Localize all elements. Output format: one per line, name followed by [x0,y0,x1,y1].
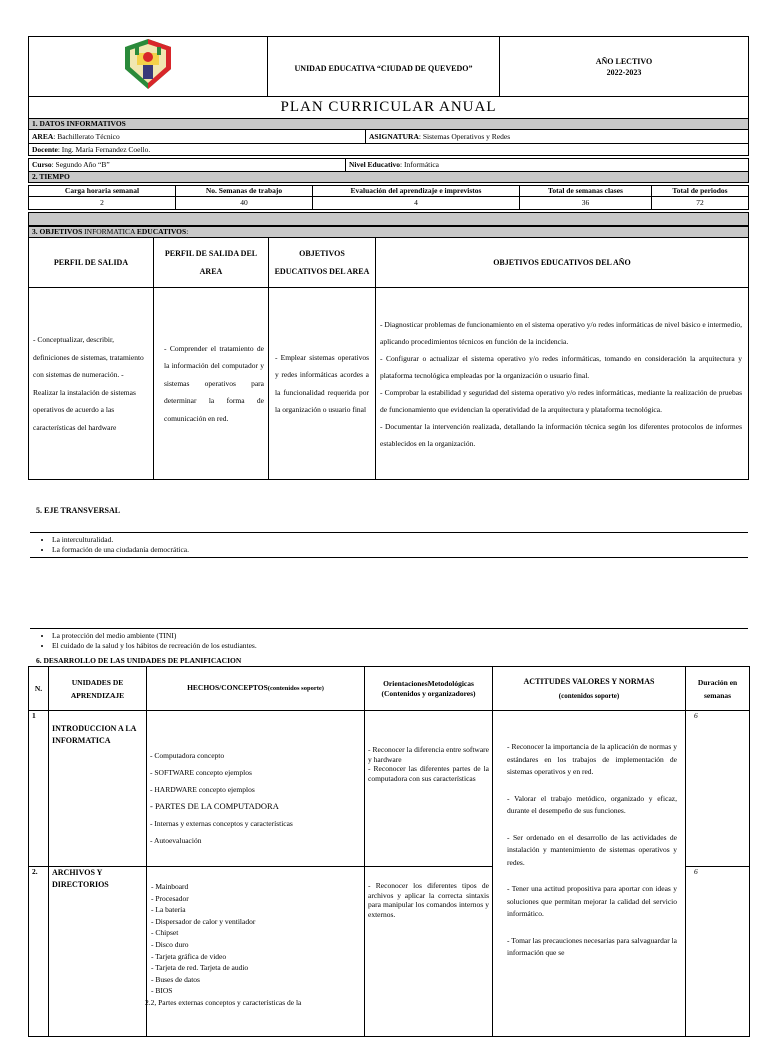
objetivos-ano-header: OBJETIVOS EDUCATIVOS DEL AÑO [376,238,749,288]
perfil-salida-text: - Conceptualizar, describir, definiciones de sistemas, tratamiento con sistemas de numeración. - Realizar la instalación de sistemas operativos de acuerdo a las características del hardware [29,288,154,480]
desarrollo-table [28,666,750,1037]
unit-duracion: 6 [686,711,750,867]
col-header-n: N. [29,667,49,711]
objetivos-table [28,226,749,480]
unit-hechos-cell [147,867,365,1037]
divider [30,532,748,533]
area-label: AREA [32,131,54,141]
objetivos-ano-cell [376,288,749,480]
year-value: 2022-2023 [606,67,642,77]
orient-item: - Reconocer las diferentes partes de la computadora con sus características [368,764,489,783]
hecho-item: - Dispersador de calor y ventilador [151,916,361,928]
asignatura-label: ASIGNATURA [369,131,419,141]
gray-spacer-bar [28,212,749,226]
tiempo-value: 36 [520,197,652,210]
unit-orient-cell [365,867,493,1037]
tiempo-header: No. Semanas de trabajo [176,186,313,197]
hecho-item: - Mainboard [151,881,361,893]
nivel-value: : Informática [400,160,439,169]
actitud-item: - Tomar las precauciones necesarias para salvaguardar la información que se [507,935,677,957]
school-year-cell [500,37,749,97]
hecho-item: - Disco duro [151,939,361,951]
area-cell [29,130,366,144]
hecho-item: - Internas y externas conceptos y características [150,815,361,832]
hecho-item: - BIOS [151,985,361,997]
actitudes-cell [493,711,686,1037]
hecho-item: - Tarjeta de red. Tarjeta de audio [151,962,361,974]
eje-item: • La interculturalidad. [52,535,752,545]
hecho-item: - Procesador [151,893,361,905]
orient-item: - Reconocer los diferentes tipos de archivos y aplicar la correcta sintaxis para manipular los comandos internos y externos. [368,881,489,919]
actitud-item: - Tener una actitud propositiva para aportar con ideas y soluciones que permitan mejorar la calidad del servicio informático. [507,884,677,918]
unit-orient-cell [365,711,493,867]
tiempo-header: Evaluación del aprendizaje e imprevistos [313,186,520,197]
school-name: UNIDAD EDUCATIVA “CIUDAD DE QUEVEDO” [268,37,500,97]
col-header-duracion: Duración en semanas [686,667,750,711]
eje-item: • La protección del medio ambiente (TINI) [52,631,752,641]
perfil-area-header: PERFIL DE SALIDA DEL AREA [154,238,269,288]
school-crest-icon [121,37,175,91]
area-value: : Bachillerato Técnico [53,131,120,141]
unit-hechos-cell [147,711,365,867]
hecho-item: - Computadora concepto [150,747,361,764]
unit-number: 1 [29,711,49,867]
datos-table [28,118,749,156]
docente-cell [29,144,749,156]
curso-table [28,158,749,183]
hecho-item: - PARTES DE LA COMPUTADORA [150,798,361,815]
col-header-orientaciones: OrientacionesMetodológicas (Contenidos y organizadores) [365,667,493,711]
curso-cell [29,159,346,172]
perfil-area-text: - Comprender el tratamiento de la información del computador y sistemas operativos para determinar la forma de comunicación en red. [154,288,269,480]
eje-item: • El cuidado de la salud y los hábitos de recreación de los estudiantes. [52,641,752,651]
eje-list-b [36,631,752,651]
objetivos-area-text: - Emplear sistemas operativos y redes informáticas acordes a la funcionalidad requerida por la organización o usuario final [269,288,376,480]
unit-name: INTRODUCCION A LA INFORMATICA [49,711,147,867]
eje-item: • La formación de una ciudadanía democrática. [52,545,752,555]
hecho-item: - SOFTWARE concepto ejemplos [150,764,361,781]
tiempo-value: 40 [176,197,313,210]
tiempo-value: 2 [29,197,176,210]
tiempo-header: Total de periodos [652,186,749,197]
hecho-item: - Tarjeta gráfica de video [151,951,361,963]
header-table [28,36,749,119]
unit-name: ARCHIVOS Y DIRECTORIOS [49,867,147,1037]
asignatura-cell [366,130,749,144]
unit-number: 2. [29,867,49,1037]
docente-value: : Ing. María Fernandez Coello. [57,144,151,154]
datos-title: 1. DATOS INFORMATIVOS [29,119,749,130]
objetivo-item: - Comprobar la estabilidad y seguridad del sistema operativo y/o redes informáticas, mediante la realización de pruebas de funcionamiento que evidencian la operatividad de la arquitectura y plataforma tecnológica. [380,384,742,418]
tiempo-title: 2. TIEMPO [29,172,749,183]
actitud-item: - Reconocer la importancia de la aplicación de normas y estándares en los trabajos de implementación de sistemas operativos y en red. [507,742,677,776]
nivel-label: Nivel Educativo [349,160,401,169]
curso-value: : Segundo Año “B” [51,160,110,169]
objetivo-item: - Diagnosticar problemas de funcionamiento en el sistema operativo y/o redes informáticas de nivel básico e intermedio, aplicando procedimientos técnicos en función de la incidencia. [380,316,742,350]
docente-label: Docente [32,144,58,154]
tiempo-value: 4 [313,197,520,210]
plan-title: PLAN CURRICULAR ANUAL [29,97,749,119]
nivel-cell [346,159,749,172]
objetivo-item: - Configurar o actualizar el sistema operativo y/o redes informáticas, tomando en consideración la arquitectura y plataforma tecnológica empleadas por la organización o usuario final. [380,350,742,384]
asignatura-value: : Sistemas Operativos y Redes [418,131,511,141]
year-label: AÑO LECTIVO [595,56,653,66]
actitud-item: - Ser ordenado en el desarrollo de las actividades de instalación y mantenimiento de sistemas operativos y redes. [507,832,678,867]
unit-duracion: 6 [686,867,750,1037]
col-header-unidades: UNIDADES DE APRENDIZAJE [49,667,147,711]
tiempo-value: 72 [652,197,749,210]
divider [30,628,748,629]
hecho-item: - Chipset [151,927,361,939]
objetivos-area-header: OBJETIVOS EDUCATIVOS DEL AREA [269,238,376,288]
eje-list-a [36,535,752,555]
col-header-hechos: HECHOS/CONCEPTOS(contenidos soporte) [147,667,365,711]
divider [30,557,748,558]
hecho-item: - Autoevaluación [150,832,361,849]
curso-label: Curso [32,160,52,169]
objetivos-title: 3. OBJETIVOS INFORMATICA EDUCATIVOS: [29,227,749,238]
hecho-tail: 2.2, Partes externas conceptos y características de la [145,997,302,1007]
actitud-item: - Valorar el trabajo metódico, organizado y eficaz, durante el desempeño de sus funciones. [507,793,677,815]
tiempo-table [28,185,749,210]
perfil-salida-header: PERFIL DE SALIDA [29,238,154,288]
orient-item: - Reconocer la diferencia entre software y hardware [368,745,489,764]
desarrollo-title: 6. DESARROLLO DE LAS UNIDADES DE PLANIFICACION [36,656,242,665]
logo-cell [29,37,268,97]
tiempo-header: Total de semanas clases [520,186,652,197]
eje-title: 5. EJE TRANSVERSAL [36,506,121,515]
hecho-item: - Buses de datos [151,974,361,986]
tiempo-header: Carga horaria semanal [29,186,176,197]
col-header-actitudes: ACTITUDES VALORES Y NORMAS (contenidos soporte) [493,667,686,711]
hecho-item: - La batería [151,904,361,916]
objetivo-item: - Documentar la intervención realizada, detallando la información técnica según los diferentes protocolos de informes establecidos en la organización. [380,418,742,452]
hecho-item: - HARDWARE concepto ejemplos [150,781,361,798]
